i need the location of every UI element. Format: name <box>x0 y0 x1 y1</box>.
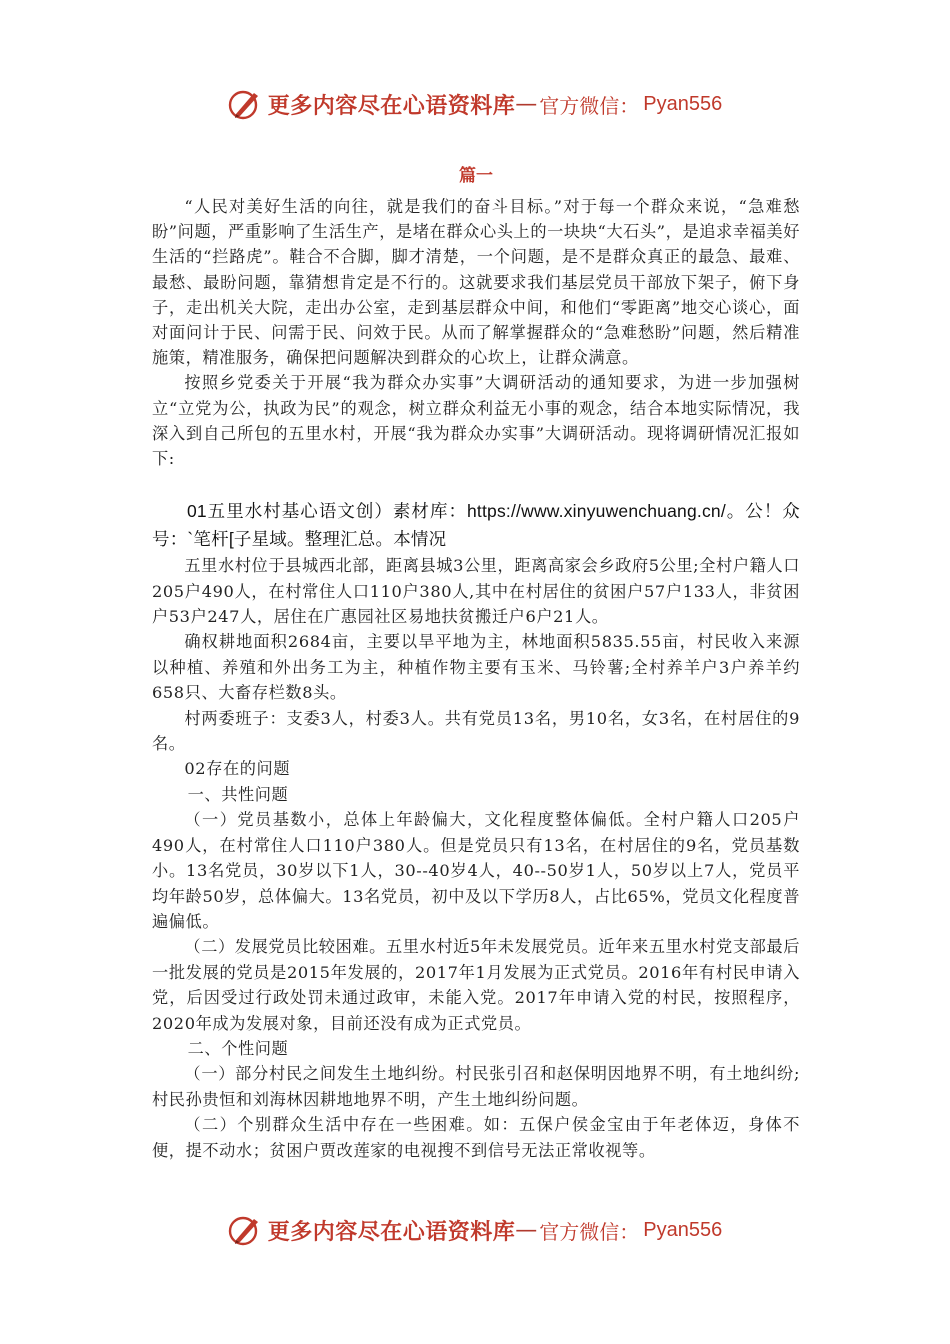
banner-separator: — <box>515 1217 538 1243</box>
individual-issue-2: （二）个别群众生活中存在一些困难。如：五保户侯金宝由于年老体迈，身体不便，提不动水；贫困户贾改莲家的电视搜不到信号无法正常收视等。 <box>152 1115 800 1160</box>
spacer <box>152 471 800 497</box>
individual-issues-heading: 二、个性问题 <box>187 1038 289 1058</box>
banner-separator: — <box>515 91 538 117</box>
pen-logo-icon <box>228 87 262 121</box>
banner-wechat-label: 官方微信： <box>539 1219 640 1244</box>
individual-issue-1: （一）部分村民之间发生土地纠纷。村民张引召和赵保明因地界不明，有土地纠纷;村民孙贵恒和刘海林因耕地地界不明，产生土地纠纷问题。 <box>152 1064 800 1109</box>
banner-wechat-label: 官方微信： <box>539 93 640 118</box>
section-1-heading: 01五里水村基心语文创）素材库：https://www.xinyuwenchuang.cn/。公！众号：`笔杆[子星域。整理汇总。本情况 <box>152 501 800 550</box>
document-title: 篇一 <box>459 166 493 186</box>
banner-wechat-id: Pyan556 <box>643 92 723 115</box>
section-1-paragraph-2: 确权耕地面积2684亩，主要以旱平地为主，林地面积5835.55亩，村民收入来源以种植、养殖和外出务工为主，种植作物主要有玉米、马铃薯;全村养羊户3户养羊约658只、大畜存栏数8头。 <box>152 632 800 703</box>
header-banner <box>0 84 950 124</box>
section-1-paragraph-3: 村两委班子：支委3人，村委3人。共有党员13名，男10名，女3名，在村居住的9名。 <box>152 708 800 754</box>
section-1-paragraph-1: 五里水村位于县城西北部，距离县城3公里，距离高家会乡政府5公里;全村户籍人口205户490人，在村常住人口110户380人,其中在村居住的贫困户57户133人，非贫困户53户247人，居住在广惠园社区易地扶贫搬迁户6户21人。 <box>152 556 800 627</box>
section-2-heading: 02存在的问题 <box>184 759 291 779</box>
document-body <box>152 166 800 1163</box>
header-banner-inner <box>228 87 722 121</box>
footer-banner-inner <box>228 1213 722 1247</box>
common-issue-1: （一）党员基数小，总体上年龄偏大，文化程度整体偏低。全村户籍人口205户490人，在村常住人口110户380人。但是党员只有13名，在村居住的9名，党员基数小。13名党员，30岁以下1人，30--40岁4人，40--50岁1人，50岁以上7人，党员平均年龄50岁，总体偏大。13名党员，初中及以下学历8人，占比65%，党员文化程度普遍偏低。 <box>152 810 800 931</box>
pen-logo-icon <box>228 1213 262 1247</box>
banner-main-text: 更多内容尽在心语资料库 <box>267 1218 516 1245</box>
banner-wechat-id: Pyan556 <box>643 1218 723 1241</box>
footer-banner <box>0 1210 950 1250</box>
banner-main-text: 更多内容尽在心语资料库 <box>267 92 516 119</box>
intro-paragraph-1: “人民对美好生活的向往，就是我们的奋斗目标。”对于每一个群众来说，“急难愁盼”问题，严重影响了生活生产，是堵在群众心头上的一块块“大石头”，是追求幸福美好生活的“拦路虎”。鞋合不合脚，脚才清楚，一个问题，是不是群众真正的最急、最难、最愁、最盼问题，靠猜想肯定是不行的。这就要求我们基层党员干部放下架子，俯下身子，走出机关大院，走出办公室，走到基层群众中间，和他们“零距离”地交心谈心，面对面问计于民、问需于民、问效于民。从而了解掌握群众的“急难愁盼”问题，然后精准施策，精准服务，确保把问题解决到群众的心坎上，让群众满意。 <box>152 197 800 368</box>
common-issues-heading: 一、共性问题 <box>187 784 289 804</box>
common-issue-2: （二）发展党员比较困难。五里水村近5年未发展党员。近年来五里水村党支部最后一批发展的党员是2015年发展的，2017年1月发展为正式党员。2016年有村民申请入党，后因受过行政处罚未通过政审，未能入党。2017年申请入党的村民，按照程序，2020年成为发展对象，目前还没有成为正式党员。 <box>152 937 800 1033</box>
intro-paragraph-2: 按照乡党委关于开展“我为群众办实事”大调研活动的通知要求，为进一步加强树立“立党为公，执政为民”的观念，树立群众利益无小事的观念，结合本地实际情况，我深入到自己所包的五里水村，开展“我为群众办实事”大调研活动。现将调研情况汇报如下: <box>152 373 800 469</box>
